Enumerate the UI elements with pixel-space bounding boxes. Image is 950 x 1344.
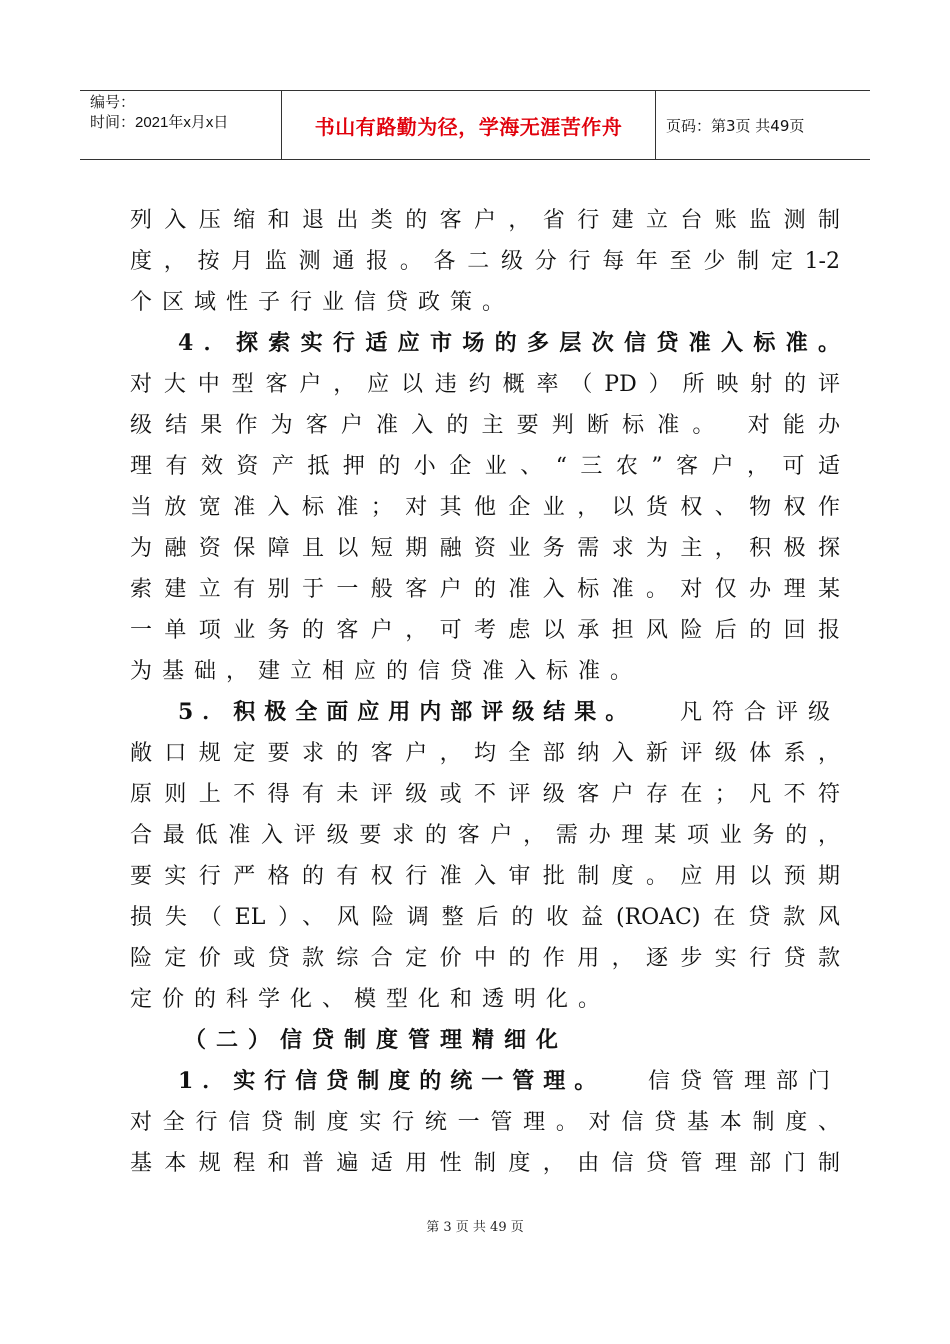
subsection-heading: （二）信贷制度管理精细化 <box>184 1027 569 1053</box>
page-header <box>80 90 870 160</box>
text-line: 要实行严格的有权行准入审批制度。应用以预期 <box>130 864 840 889</box>
text-line: 一单项业务的客户，可考虑以承担风险后的回报 <box>130 618 840 643</box>
header-motto: 书山有路勤为径，学海无涯苦作舟 <box>282 91 656 159</box>
text-line: 列入压缩和退出类的客户，省行建立台账监测制 <box>130 208 840 233</box>
header-page-info: 页码：第3页 共49页 <box>666 116 805 135</box>
number-label: 编号： <box>90 94 136 111</box>
section-heading-1: 1．实行信贷制度的统一管理。 <box>178 1068 606 1094</box>
text-line: 损失（EL）、风险调整后的收益(ROAC)在贷款风 <box>130 905 840 930</box>
text-fragment: 信贷管理部门 <box>647 1069 840 1094</box>
text-line: 险定价或贷款综合定价中的作用，逐步实行贷款 <box>130 946 840 971</box>
text-line: 基本规程和普遍适用性制度，由信贷管理部门制 <box>130 1151 840 1176</box>
header-meta <box>80 91 282 159</box>
text-line: 当放宽准入标准；对其他企业，以货权、物权作 <box>130 495 840 520</box>
text-line: 敞口规定要求的客户，均全部纳入新评级体系， <box>130 741 840 766</box>
text-line: 度，按月监测通报。各二级分行每年至少制定1-2 <box>130 249 840 274</box>
text-line: 定价的科学化、模型化和透明化。 <box>130 987 611 1012</box>
text-line: 理有效资产抵押的小企业、“三农”客户，可适 <box>130 454 840 479</box>
text-fragment: 凡符合评级 <box>679 700 840 725</box>
text-line: 对全行信贷制度实行统一管理。对信贷基本制度、 <box>130 1110 840 1135</box>
text-line-mixed <box>130 692 840 733</box>
section-heading-5: 5．积极全面应用内部评级结果。 <box>178 699 637 725</box>
text-line: 索建立有别于一般客户的准入标准。对仅办理某 <box>130 577 840 602</box>
time-label: 时间：2021年x月x日 <box>90 114 229 131</box>
text-line-mixed <box>130 1061 840 1102</box>
text-line: 合最低准入评级要求的客户，需办理某项业务的， <box>130 823 840 848</box>
text-line: 对大中型客户，应以违约概率（PD）所映射的评 <box>130 372 840 397</box>
text-line: 个区域性子行业信贷政策。 <box>130 290 515 315</box>
text-line: 级结果作为客户准入的主要判断标准。 对能办 <box>130 413 840 438</box>
text-line: 为融资保障且以短期融资业务需求为主，积极探 <box>130 536 840 561</box>
section-heading-4: 4．探索实行适应市场的多层次信贷准入标准。 <box>178 330 840 356</box>
page-footer: 第 3 页 共 49 页 <box>426 1220 524 1235</box>
document-body <box>130 200 840 1184</box>
text-line: 为基础，建立相应的信贷准入标准。 <box>130 659 643 684</box>
text-line: 原则上不得有未评级或不评级客户存在；凡不符 <box>130 782 840 807</box>
